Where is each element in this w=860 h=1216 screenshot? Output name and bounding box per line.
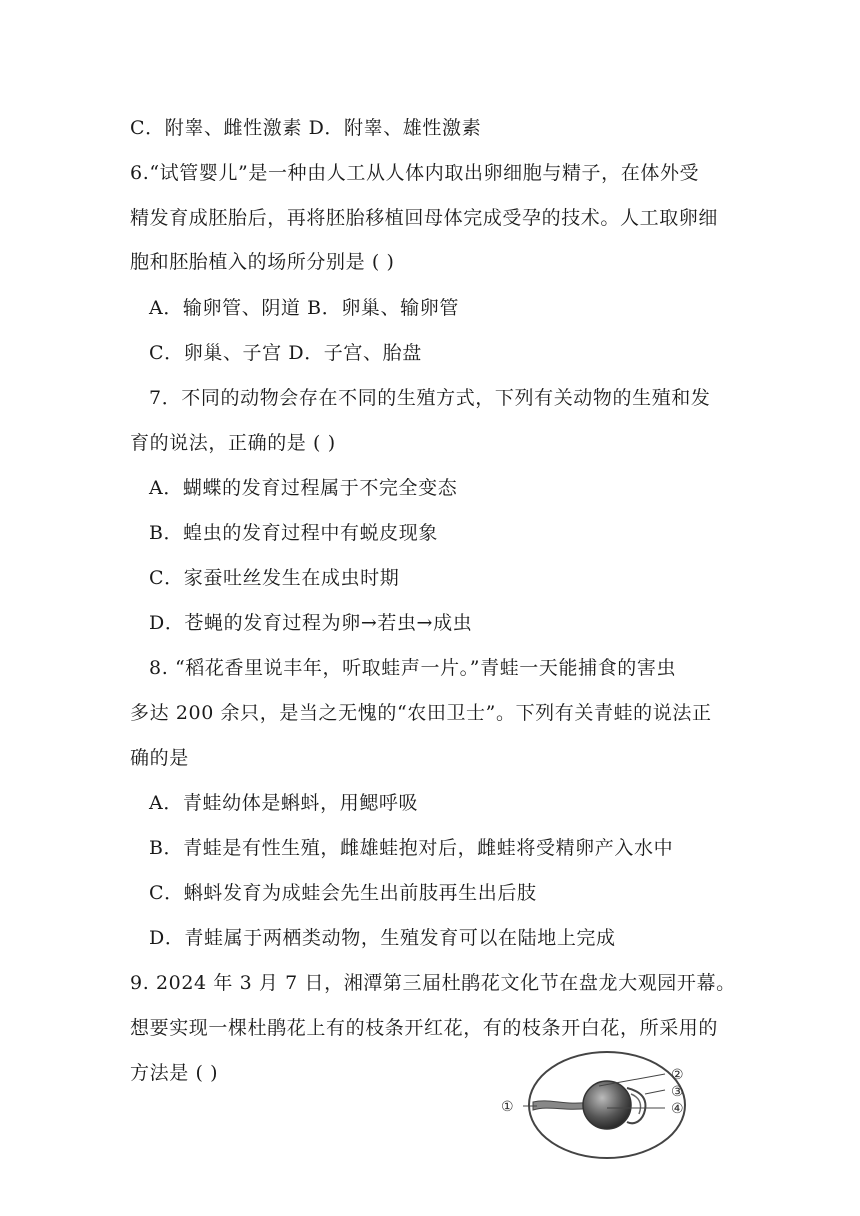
label-2: ② xyxy=(671,1067,684,1083)
right-inner xyxy=(631,1094,640,1114)
q8-option-b: B．青蛙是有性生殖，雌雄蛙抱对后，雌蛙将受精卵产入水中 xyxy=(149,837,674,859)
central-ball xyxy=(583,1081,631,1129)
label-4: ④ xyxy=(671,1101,684,1117)
q8-option-a: A．青蛙幼体是蝌蚪，用鳃呼吸 xyxy=(149,792,419,814)
q8-option-c: C．蝌蚪发育为成蛙会先生出前肢再生出后肢 xyxy=(149,882,537,904)
leader-3 xyxy=(645,1090,665,1094)
q6-options-ab: A．输卵管、阴道 B．卵巢、输卵管 xyxy=(149,297,459,319)
label-1: ① xyxy=(501,1099,514,1115)
q6-stem-line-2: 精发育成胚胎后，再将胚胎移植回母体完成受孕的技术。人工取卵细 xyxy=(130,207,719,229)
q8-stem-line-2: 多达 200 余只，是当之无愧的“农田卫士”。下列有关青蛙的说法正 xyxy=(130,702,712,724)
q5-options-cd: C．附睾、雌性激素 D．附睾、雄性激素 xyxy=(130,117,482,139)
q7-stem-line-1: 7．不同的动物会存在不同的生殖方式，下列有关动物的生殖和发 xyxy=(149,387,711,409)
flower-bud-diagram xyxy=(495,1050,705,1170)
q9-stem-line-3: 方法是 ( ) xyxy=(130,1062,219,1084)
diagram-svg xyxy=(495,1050,705,1170)
q7-option-a: A．蝴蝶的发育过程属于不完全变态 xyxy=(149,477,458,499)
label-3: ③ xyxy=(671,1084,684,1100)
q8-stem-line-3: 确的是 xyxy=(130,747,189,769)
stalk xyxy=(533,1101,590,1110)
q7-stem-line-2: 育的说法，正确的是 ( ) xyxy=(130,432,336,454)
q9-stem-line-2: 想要实现一棵杜鹃花上有的枝条开红花，有的枝条开白花，所采用的 xyxy=(130,1017,719,1039)
q7-option-c: C．家蚕吐丝发生在成虫时期 xyxy=(149,567,400,589)
q7-option-d: D．苍蝇的发育过程为卵→若虫→成虫 xyxy=(149,612,473,634)
q9-stem-line-1: 9. 2024 年 3 月 7 日，湘潭第三届杜鹃花文化节在盘龙大观园开幕。 xyxy=(130,972,736,994)
q6-stem-line-3: 胞和胚胎植入的场所分别是 ( ) xyxy=(130,251,395,273)
q8-stem-line-1: 8. “稻花香里说丰年，听取蛙声一片。”青蛙一天能捕食的害虫 xyxy=(149,657,677,679)
q7-option-b: B．蝗虫的发育过程中有蜕皮现象 xyxy=(149,522,438,544)
leader-2 xyxy=(599,1074,665,1086)
q6-options-cd: C．卵巢、子宫 D．子宫、胎盘 xyxy=(149,342,422,364)
q8-option-d: D．青蛙属于两栖类动物，生殖发育可以在陆地上完成 xyxy=(149,927,616,949)
q6-stem-line-1: 6.“试管婴儿”是一种由人工从人体内取出卵细胞与精子，在体外受 xyxy=(130,162,700,184)
